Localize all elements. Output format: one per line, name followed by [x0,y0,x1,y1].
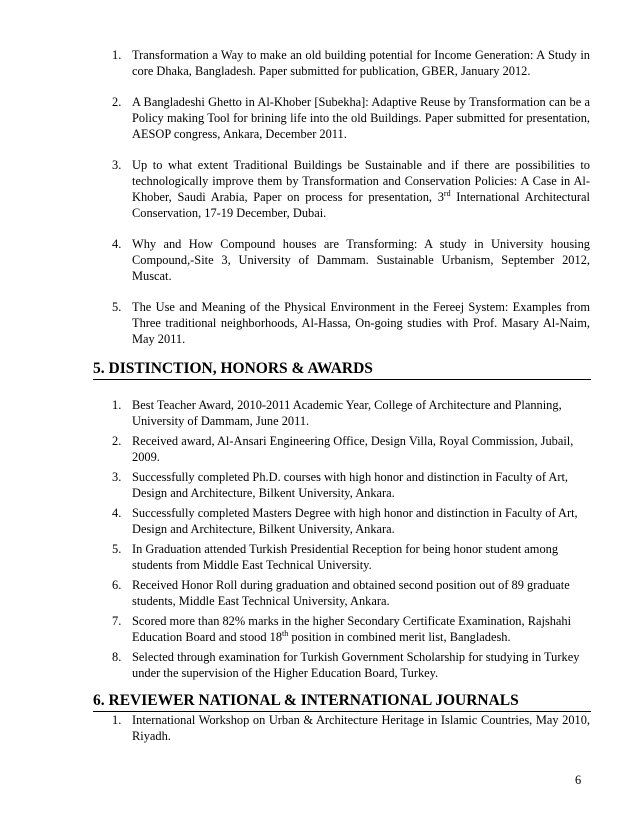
superscript: rd [443,188,451,198]
item-text-part: Up to what extent Traditional Buildings be Sustainable and if there are possibilities to technologically improve them by Transformation and Conservation Policies: A Case in Al-Khober, Saudi Arabia, Paper on process for presentation, 3 [132,158,590,204]
item-number: 6. [112,578,122,592]
item-text-part: Scored more than 82% marks in the higher Secondary Certificate Examination, Rajshahi Education Board and stood 18 [132,614,572,644]
list-item [112,469,590,501]
item-text: Selected through examination for Turkish Government Scholarship for studying in Turkey under the supervision of the Higher Education Board, Turkey. [132,650,580,680]
item-text: Best Teacher Award, 2010-2011 Academic Year, College of Architecture and Planning, University of Dammam, June 2011. [132,398,562,428]
item-text-part: International Architectural Conservation, 17-19 December, Dubai. [132,190,590,220]
item-text: In Graduation attended Turkish Presidential Reception for being honor student among students from Middle East Technical University. [132,542,559,572]
item-number: 1. [112,398,122,412]
list-item [112,541,590,573]
item-text: A Bangladeshi Ghetto in Al-Khober [Subekha]: Adaptive Reuse by Transformation can be a Policy making Tool for brining life into the old Buildings. Paper submitted for presentation, AESOP congress, Ankara, December 2011. [132,95,590,141]
list-item [112,47,590,79]
item-number: 7. [112,614,122,628]
item-number: 1. [112,48,122,62]
item-text: International Workshop on Urban & Architecture Heritage in Islamic Countries, May 2010, Riyadh. [132,713,590,743]
section-heading-awards: 5. DISTINCTION, HONORS & AWARDS [93,360,591,380]
section-heading-reviewer: 6. REVIEWER NATIONAL & INTERNATIONAL JOURNALS [93,692,591,712]
item-number: 2. [112,95,122,109]
list-item [112,94,590,142]
list-item [112,649,590,681]
item-number: 4. [112,506,122,520]
item-text: Successfully completed Ph.D. courses with high honor and distinction in Faculty of Art, Design and Architecture, Bilkent University, Ankara. [132,470,569,500]
item-number: 5. [112,300,122,314]
item-number: 3. [112,158,122,172]
item-text: The Use and Meaning of the Physical Environment in the Fereej System: Examples from Three traditional neighborhoods, Al-Hassa, On-going studies with Prof. Masary Al-Naim, May 2011. [132,300,590,346]
list-item [112,712,590,744]
list-item [112,433,590,465]
item-number: 1. [112,713,122,727]
item-text: Successfully completed Masters Degree with high honor and distinction in Faculty of Art, Design and Architecture, Bilkent University, Ankara. [132,506,578,536]
item-text: Received Honor Roll during graduation and obtained second position out of 89 graduate students, Middle East Technical University, Ankara. [132,578,570,608]
list-item [112,397,590,429]
superscript: th [282,628,289,638]
list-item [112,299,590,347]
item-text: Transformation a Way to make an old building potential for Income Generation: A Study in core Dhaka, Bangladesh. Paper submitted for publication, GBER, January 2012. [132,48,590,78]
item-text-part: position in combined merit list, Bangladesh. [288,630,511,644]
item-number: 4. [112,237,122,251]
item-number: 5. [112,542,122,556]
list-item [112,505,590,537]
publications-list [112,47,590,362]
item-text [132,157,590,221]
page-number: 6 [575,773,582,787]
awards-list [112,397,590,685]
item-number: 2. [112,434,122,448]
reviewer-list [112,712,590,744]
item-number: 3. [112,470,122,484]
list-item [112,236,590,284]
list-item [112,157,590,221]
item-text [132,614,571,644]
item-text: Why and How Compound houses are Transforming: A study in University housing Compound,-Site 3, University of Dammam. Sustainable Urbanism, September 2012, Muscat. [132,237,590,283]
item-number: 8. [112,650,122,664]
item-text: Received award, Al-Ansari Engineering Office, Design Villa, Royal Commission, Jubail, 2009. [132,434,574,464]
list-item [112,613,590,645]
list-item [112,577,590,609]
